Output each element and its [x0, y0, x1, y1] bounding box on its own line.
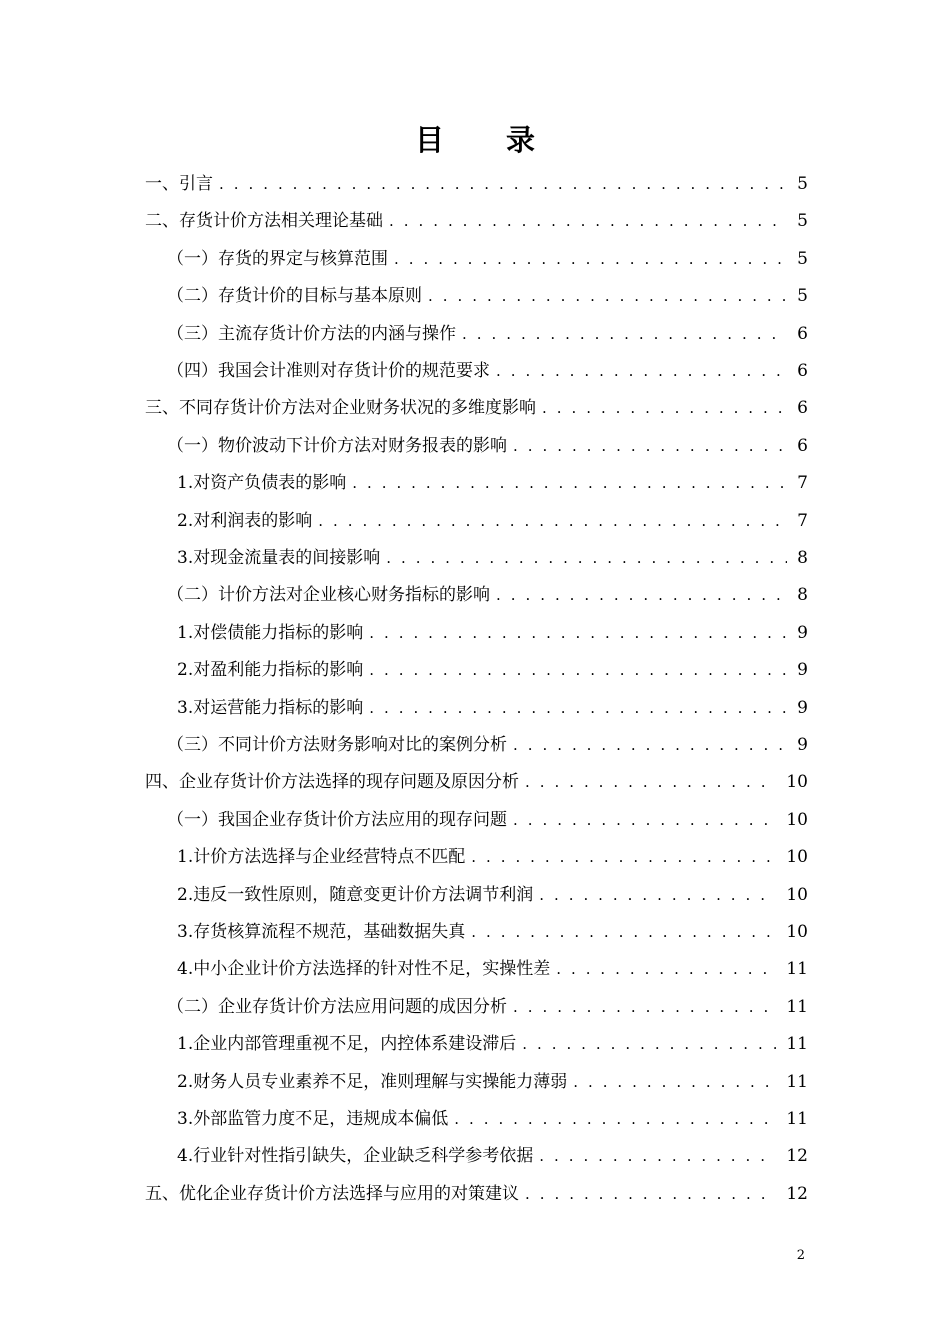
toc-entry-page: 6 — [797, 323, 808, 344]
toc-entry-label: 1.对资产负债表的影响 — [177, 473, 347, 494]
toc-entry-label: 3.外部监管力度不足，违规成本偏低 — [177, 1109, 449, 1129]
toc-entry-page: 11 — [786, 996, 808, 1017]
toc-entry[interactable] — [177, 1141, 808, 1171]
toc-entry-page: 7 — [797, 510, 808, 531]
toc-leader-dots — [513, 431, 787, 461]
toc-entry-label: 3.存货核算流程不规范，基础数据失真 — [177, 922, 466, 942]
toc-entry[interactable] — [145, 767, 808, 797]
toc-entry[interactable] — [167, 281, 808, 311]
toc-entry[interactable] — [177, 693, 808, 723]
toc-leader-dots — [369, 655, 787, 685]
toc-entry[interactable] — [167, 992, 808, 1022]
toc-leader-dots — [496, 580, 787, 610]
toc-entry-page: 9 — [797, 697, 808, 718]
toc-leader-dots — [386, 543, 787, 573]
toc-entry-page: 6 — [797, 361, 808, 381]
toc-entry-page: 7 — [797, 473, 808, 494]
toc-leader-dots — [462, 319, 787, 349]
toc-entry-label: 2.对盈利能力指标的影响 — [177, 660, 364, 681]
toc-leader-dots — [522, 1029, 776, 1059]
toc-entry-label: 2.财务人员专业素养不足，准则理解与实操能力薄弱 — [177, 1071, 568, 1092]
toc-entry-label: 3.对运营能力指标的影响 — [177, 697, 364, 718]
toc-entry[interactable] — [167, 730, 808, 760]
toc-entry[interactable] — [177, 1029, 808, 1059]
toc-leader-dots — [513, 805, 776, 835]
toc-leader-dots — [542, 393, 787, 423]
toc-entry-label: 一、引言 — [145, 174, 213, 194]
toc-leader-dots — [454, 1104, 776, 1134]
toc-entry-page: 10 — [786, 922, 808, 942]
toc-leader-dots — [471, 917, 776, 947]
toc-entry[interactable] — [167, 319, 808, 349]
toc-entry-page: 12 — [786, 1146, 808, 1167]
toc-entry-label: 三、不同存货计价方法对企业财务状况的多维度影响 — [145, 398, 536, 419]
toc-entry[interactable] — [177, 506, 808, 536]
toc-leader-dots — [369, 693, 787, 723]
toc-leader-dots — [219, 169, 787, 199]
toc-entry-page: 10 — [786, 884, 808, 905]
toc-entry-label: （一）存货的界定与核算范围 — [167, 248, 388, 269]
toc-entry[interactable] — [177, 1067, 808, 1097]
toc-entry-label: （三）主流存货计价方法的内涵与操作 — [167, 323, 456, 344]
toc-entry-page: 6 — [797, 435, 808, 456]
toc-leader-dots — [539, 1141, 776, 1171]
toc-entry[interactable] — [167, 580, 808, 610]
toc-entry[interactable] — [177, 468, 808, 498]
toc-entry-label: 3.对现金流量表的间接影响 — [177, 548, 381, 568]
toc-entry-page: 11 — [786, 1034, 808, 1055]
toc-entry[interactable] — [177, 1104, 808, 1134]
toc-entry-label: 1.对偿债能力指标的影响 — [177, 622, 364, 643]
toc-entry[interactable] — [177, 917, 808, 947]
toc-entry-page: 11 — [786, 959, 808, 980]
toc-entry[interactable] — [167, 244, 808, 274]
toc-entry-page: 9 — [797, 660, 808, 681]
toc-leader-dots — [471, 842, 776, 872]
toc-entry-label: （二）存货计价的目标与基本原则 — [167, 286, 422, 307]
toc-leader-dots — [318, 506, 787, 536]
toc-entry-label: 五、优化企业存货计价方法选择与应用的对策建议 — [145, 1183, 519, 1204]
toc-entry-page: 5 — [797, 211, 808, 232]
toc-entry-label: （三）不同计价方法财务影响对比的案例分析 — [167, 735, 507, 755]
toc-entry-page: 8 — [797, 548, 808, 568]
toc-leader-dots — [428, 281, 787, 311]
toc-entry-page: 10 — [786, 847, 808, 868]
toc-leader-dots — [369, 618, 787, 648]
toc-entry-page: 9 — [797, 622, 808, 643]
toc-title: 目 录 — [414, 123, 562, 157]
toc-entry[interactable] — [167, 431, 808, 461]
toc-leader-dots — [513, 730, 787, 760]
toc-entry[interactable] — [177, 618, 808, 648]
toc-leader-dots — [352, 468, 787, 498]
toc-entry[interactable] — [177, 954, 808, 984]
toc-leader-dots — [394, 244, 787, 274]
toc-leader-dots — [513, 992, 776, 1022]
toc-entry-page: 6 — [797, 398, 808, 419]
toc-entry-page: 8 — [797, 585, 808, 606]
toc-entry[interactable] — [167, 356, 808, 386]
page-number: 2 — [796, 1248, 805, 1263]
toc-entry-page: 9 — [797, 735, 808, 755]
toc-entry-label: （一）物价波动下计价方法对财务报表的影响 — [167, 435, 507, 456]
toc-entry-label: （一）我国企业存货计价方法应用的现存问题 — [167, 809, 507, 830]
toc-entry-label: 4.中小企业计价方法选择的针对性不足，实操性差 — [177, 959, 551, 980]
toc-entry-label: （二）企业存货计价方法应用问题的成因分析 — [167, 996, 507, 1017]
toc-entry-page: 5 — [797, 174, 808, 194]
toc-entry[interactable] — [145, 393, 808, 423]
toc-entry-label: 四、企业存货计价方法选择的现存问题及原因分析 — [145, 772, 519, 793]
toc-entry-page: 10 — [786, 809, 808, 830]
toc-entry-label: 2.对利润表的影响 — [177, 510, 313, 531]
toc-leader-dots — [525, 1179, 776, 1209]
toc-entry[interactable] — [145, 1179, 808, 1209]
toc-entry-label: 1.计价方法选择与企业经营特点不匹配 — [177, 847, 466, 868]
toc-entry-page: 11 — [786, 1109, 808, 1129]
toc-entry[interactable] — [177, 655, 808, 685]
toc-entry-label: 4.行业针对性指引缺失，企业缺乏科学参考依据 — [177, 1146, 534, 1167]
toc-entry-page: 5 — [797, 248, 808, 269]
toc-entry[interactable] — [177, 842, 808, 872]
toc-entry-page: 12 — [786, 1183, 808, 1204]
toc-entry-label: 1.企业内部管理重视不足，内控体系建设滞后 — [177, 1034, 517, 1055]
toc-entry[interactable] — [177, 543, 808, 573]
toc-leader-dots — [525, 767, 776, 797]
toc-entry-label: 2.违反一致性原则，随意变更计价方法调节利润 — [177, 884, 534, 905]
toc-entry-label: （四）我国会计准则对存货计价的规范要求 — [167, 361, 490, 381]
toc-leader-dots — [556, 954, 776, 984]
toc-entry-label: 二、存货计价方法相关理论基础 — [145, 211, 383, 232]
toc-leader-dots — [539, 880, 776, 910]
toc-entry[interactable] — [177, 880, 808, 910]
toc-entry-page: 5 — [797, 286, 808, 307]
toc-leader-dots — [496, 356, 787, 386]
toc-leader-dots — [389, 206, 787, 236]
toc-entry[interactable] — [167, 805, 808, 835]
toc-leader-dots — [573, 1067, 776, 1097]
toc-entry[interactable] — [145, 169, 808, 199]
toc-entry-page: 10 — [786, 772, 808, 793]
toc-entry-label: （二）计价方法对企业核心财务指标的影响 — [167, 585, 490, 606]
toc-entry[interactable] — [145, 206, 808, 236]
toc-entry-page: 11 — [786, 1071, 808, 1092]
